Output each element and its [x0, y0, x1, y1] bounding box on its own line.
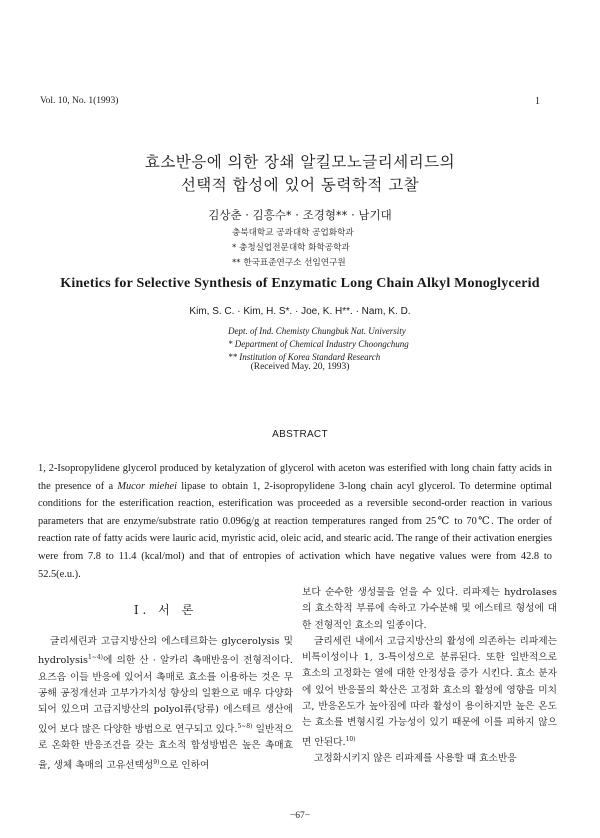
abstract-text: lipase to obtain 1, 2-isopropylidene 3-long chain acyl glycerol. To determine optimal conditions for the esterification reaction, esterification was proceeded as a reversible second-order reaction in various parameters that are enzyme/substrate ratio 0.096g/g at reaction temperatures ranged from 25℃ to 70℃. The order of reaction rate of fatty acids were lauric acid, myristic acid, oleic acid, and stearic acid. The range of their activation energies were from 7.8 to 11.4 (kcal/mol) and that of entropies of activation which have negative values were from 42.8 to 52.5(e.u.).: [38, 480, 552, 580]
section-heading-introduction: I. 서 론: [133, 603, 198, 617]
korean-title-line1: 효소반응에 의한 장쇄 알킬모노글리세리드의: [144, 153, 456, 171]
paragraph: 보다 순수한 생성물을 얻을 수 있다. 리파제는 hydrolases의 효소학적 부류에 속하고 가수분해 및 에스테르 형성에 대한 전형적인 효소의 일종이다.: [302, 587, 557, 631]
citation: 1~4): [88, 654, 104, 662]
left-column: [38, 634, 293, 774]
received-date: (Received May. 20, 1993): [250, 362, 350, 372]
korean-affiliation: * 충청실업전문대학 화학공학과: [232, 243, 350, 253]
citation: 5~8): [237, 722, 253, 730]
page-footer-number: −67−: [289, 811, 311, 821]
paragraph: 글리세린과 고급지방산의 에스테르화는 glycerolysis 및 hydrolysis$^{1\sim 4)}$에 의한 산 · 알카리 촉매반응이 전형적이다. 요즈음 이들 반응에 있어서 촉매로 효소를 이용하는 것은 무공해 공정개선과 고부가가치성 향상의 일환으로 매우 다양화되어 있으며 고급지방산의 polyol류(당류) 에스테르 생산에 있어 보다 많은 다양한 방법으로 연구되고 있다.$^{5\sim 8)}$ 일반적으로 온화한 반응조건을 갖는 효소적 합성방법은 높은 촉매효율, 생체 촉매의 고유선택성$^{9)}$으로 인하여: [38, 636, 293, 771]
korean-affiliation: 충북대학교 공과대학 공업화학과: [232, 228, 354, 238]
abstract-body: [38, 460, 552, 583]
page-number-top: 1: [535, 96, 540, 107]
english-affiliation: ** Institution of Korea Standard Research: [228, 352, 381, 362]
korean-affiliation: ** 한국표준연구소 선임연구원: [232, 258, 346, 268]
citation: 10): [345, 735, 356, 743]
journal-volume: Vol. 10, No. 1(1993): [40, 96, 119, 106]
paragraph: 글리세린 내에서 고급지방산의 활성에 의존하는 리파제는 비특이성이나 1, 3-특이성으로 분류된다. 또한 일반적으로 효소의 고정화는 열에 대한 안정성을 증가 시킨다. 효소 분자에 있어 반응물의 확산은 고정화 효소의 활성에 영향을 미치고, 반응온도가 높아짐에 따라 활성이 용이하지만 높은 온도는 효소를 변형시킬 가능성이 있기 때문에 이를 피하지 않으면 안된다.$^{10)}$: [302, 635, 557, 748]
english-affiliations: [228, 325, 409, 364]
citation: 9): [153, 758, 160, 766]
right-column: [302, 585, 557, 768]
english-affiliation: * Department of Chemical Industry Choongchung: [228, 339, 409, 349]
english-affiliation: Dept. of Ind. Chemisty Chungbuk Nat. University: [228, 326, 406, 336]
abstract-heading: ABSTRACT: [272, 429, 328, 440]
korean-authors: 김상춘 · 김흥수* · 조경형** · 남기대: [208, 208, 392, 222]
abstract-text: 1, 2-Isopropylidene glycerol produced by ketalyzation of glycerol with aceton was esterified with long chain fatty acids in the presence of a: [38, 463, 552, 492]
korean-affiliations: [232, 226, 354, 271]
english-authors: Kim, S. C. · Kim, H. S*. · Joe, K. H**. · Nam, K. D.: [189, 306, 411, 317]
korean-title-line2: 선택적 합성에 있어 동력학적 고찰: [180, 176, 420, 194]
english-title: Kinetics for Selective Synthesis of Enzymatic Long Chain Alkyl Monoglycerid: [60, 276, 540, 291]
abstract-italic-species: Mucor miehei: [117, 480, 177, 492]
paragraph: 고정화시키지 않은 리파제를 사용할 때 효소반응: [314, 753, 517, 765]
